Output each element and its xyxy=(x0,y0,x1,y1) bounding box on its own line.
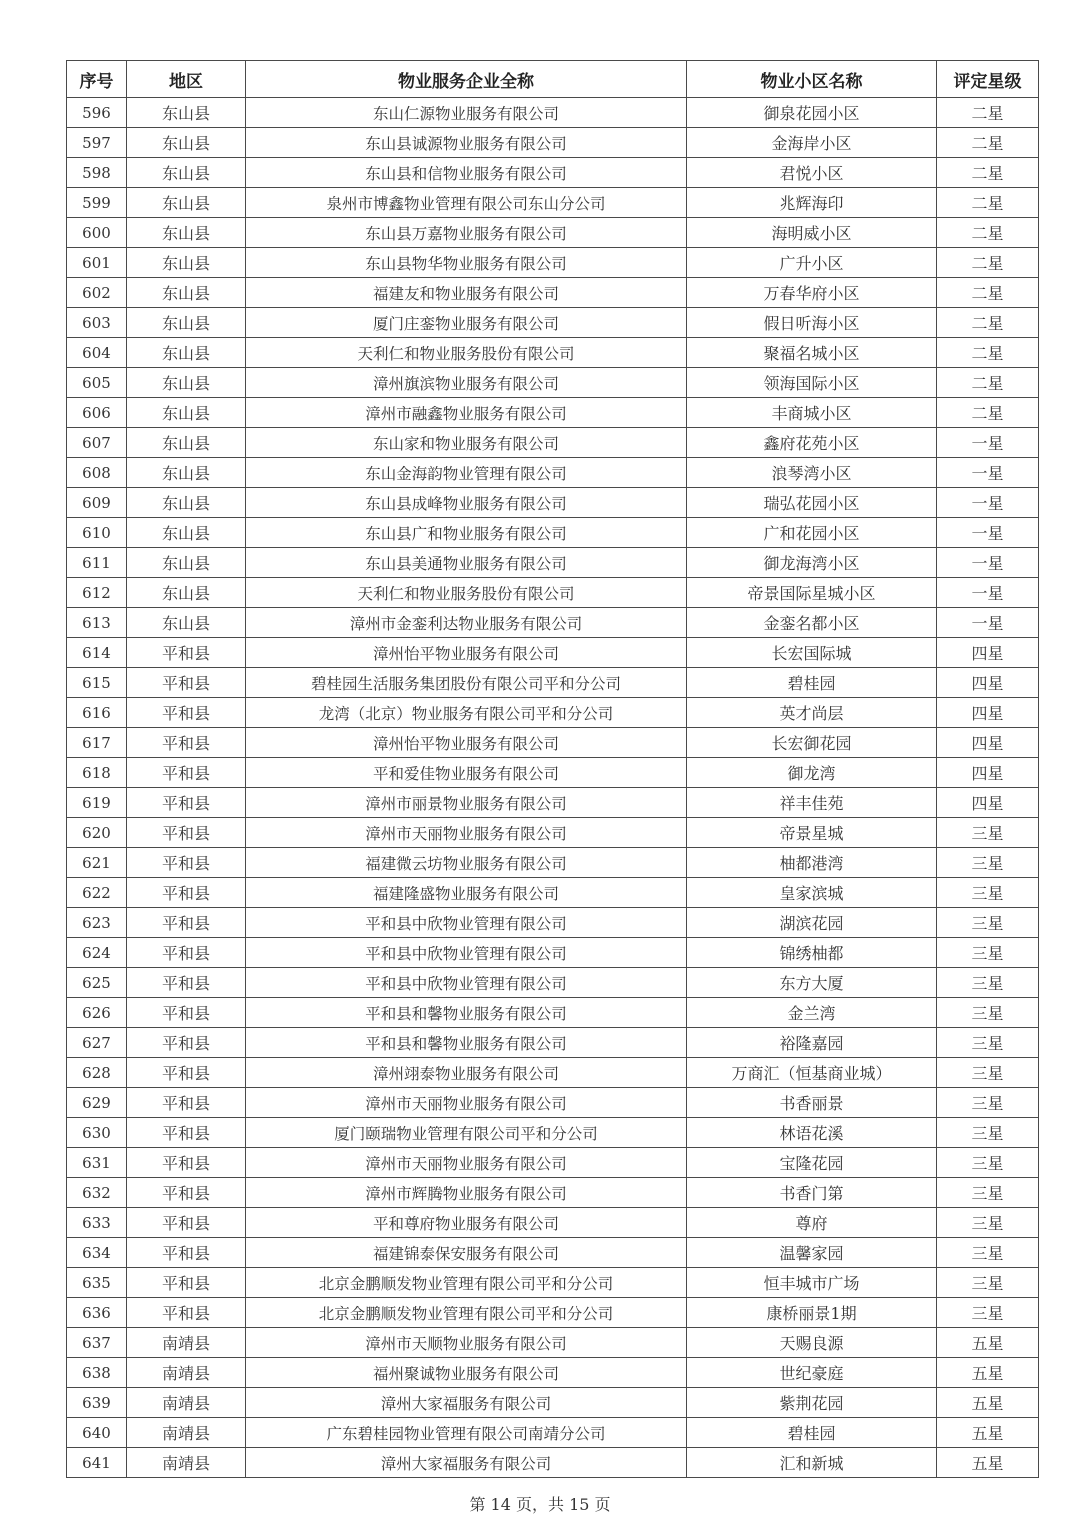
cell-company: 东山仁源物业服务有限公司 xyxy=(246,98,687,128)
cell-rating: 三星 xyxy=(937,1238,1039,1268)
table-row xyxy=(67,1388,1039,1418)
cell-region: 东山县 xyxy=(127,458,246,488)
cell-community: 柚都港湾 xyxy=(687,848,937,878)
cell-region: 平和县 xyxy=(127,1298,246,1328)
cell-community: 长宏国际城 xyxy=(687,638,937,668)
cell-company: 漳州怡平物业服务有限公司 xyxy=(246,638,687,668)
page-number-footer: 第 14 页，共 15 页 xyxy=(469,1495,611,1514)
cell-no: 630 xyxy=(67,1118,127,1148)
cell-community: 广升小区 xyxy=(687,248,937,278)
cell-company: 平和县和馨物业服务有限公司 xyxy=(246,1028,687,1058)
table-row xyxy=(67,248,1039,278)
cell-rating: 三星 xyxy=(937,848,1039,878)
cell-community: 御泉花园小区 xyxy=(687,98,937,128)
cell-no: 629 xyxy=(67,1088,127,1118)
cell-community: 兆辉海印 xyxy=(687,188,937,218)
cell-community: 御龙湾 xyxy=(687,758,937,788)
table-row xyxy=(67,1418,1039,1448)
cell-no: 625 xyxy=(67,968,127,998)
cell-region: 平和县 xyxy=(127,998,246,1028)
cell-no: 624 xyxy=(67,938,127,968)
cell-rating: 四星 xyxy=(937,668,1039,698)
cell-community: 锦绣柚都 xyxy=(687,938,937,968)
cell-rating: 三星 xyxy=(937,1058,1039,1088)
cell-region: 平和县 xyxy=(127,878,246,908)
cell-region: 平和县 xyxy=(127,1088,246,1118)
cell-region: 南靖县 xyxy=(127,1418,246,1448)
cell-no: 596 xyxy=(67,98,127,128)
table-row xyxy=(67,668,1039,698)
cell-rating: 二星 xyxy=(937,308,1039,338)
cell-community: 帝景星城 xyxy=(687,818,937,848)
table-row xyxy=(67,278,1039,308)
cell-no: 639 xyxy=(67,1388,127,1418)
cell-company: 福建锦泰保安服务有限公司 xyxy=(246,1238,687,1268)
cell-region: 东山县 xyxy=(127,368,246,398)
table-row xyxy=(67,428,1039,458)
cell-company: 东山家和物业服务有限公司 xyxy=(246,428,687,458)
cell-rating: 三星 xyxy=(937,968,1039,998)
cell-no: 636 xyxy=(67,1298,127,1328)
cell-community: 温馨家园 xyxy=(687,1238,937,1268)
cell-rating: 一星 xyxy=(937,518,1039,548)
cell-region: 平和县 xyxy=(127,698,246,728)
cell-community: 海明威小区 xyxy=(687,218,937,248)
table-row xyxy=(67,128,1039,158)
cell-community: 书香门第 xyxy=(687,1178,937,1208)
cell-region: 平和县 xyxy=(127,638,246,668)
cell-region: 南靖县 xyxy=(127,1388,246,1418)
cell-rating: 二星 xyxy=(937,398,1039,428)
cell-company: 北京金鹏顺发物业管理有限公司平和分公司 xyxy=(246,1298,687,1328)
cell-company: 东山县诚源物业服务有限公司 xyxy=(246,128,687,158)
cell-region: 东山县 xyxy=(127,308,246,338)
table-row xyxy=(67,458,1039,488)
cell-company: 漳州市天丽物业服务有限公司 xyxy=(246,1148,687,1178)
cell-no: 619 xyxy=(67,788,127,818)
cell-region: 东山县 xyxy=(127,518,246,548)
cell-rating: 二星 xyxy=(937,128,1039,158)
cell-rating: 四星 xyxy=(937,788,1039,818)
cell-company: 东山县物华物业服务有限公司 xyxy=(246,248,687,278)
cell-company: 福建隆盛物业服务有限公司 xyxy=(246,878,687,908)
table-row xyxy=(67,488,1039,518)
cell-region: 平和县 xyxy=(127,1178,246,1208)
cell-no: 608 xyxy=(67,458,127,488)
cell-company: 平和尊府物业服务有限公司 xyxy=(246,1208,687,1238)
cell-region: 东山县 xyxy=(127,398,246,428)
table-body xyxy=(67,98,1039,1478)
cell-region: 东山县 xyxy=(127,548,246,578)
cell-region: 东山县 xyxy=(127,428,246,458)
cell-no: 635 xyxy=(67,1268,127,1298)
cell-no: 638 xyxy=(67,1358,127,1388)
cell-community: 祥丰佳苑 xyxy=(687,788,937,818)
cell-company: 漳州市辉腾物业服务有限公司 xyxy=(246,1178,687,1208)
table-row xyxy=(67,1328,1039,1358)
cell-no: 634 xyxy=(67,1238,127,1268)
cell-community: 假日听海小区 xyxy=(687,308,937,338)
cell-no: 626 xyxy=(67,998,127,1028)
cell-company: 漳州市天丽物业服务有限公司 xyxy=(246,1088,687,1118)
cell-region: 平和县 xyxy=(127,728,246,758)
cell-company: 福建微云坊物业服务有限公司 xyxy=(246,848,687,878)
cell-community: 君悦小区 xyxy=(687,158,937,188)
cell-region: 平和县 xyxy=(127,1238,246,1268)
cell-community: 鑫府花苑小区 xyxy=(687,428,937,458)
cell-no: 616 xyxy=(67,698,127,728)
table-row xyxy=(67,998,1039,1028)
cell-company: 平和县中欣物业管理有限公司 xyxy=(246,968,687,998)
cell-rating: 四星 xyxy=(937,758,1039,788)
cell-company: 福州聚诚物业服务有限公司 xyxy=(246,1358,687,1388)
cell-region: 平和县 xyxy=(127,1208,246,1238)
cell-no: 598 xyxy=(67,158,127,188)
cell-community: 英才尚层 xyxy=(687,698,937,728)
cell-rating: 五星 xyxy=(937,1358,1039,1388)
cell-rating: 一星 xyxy=(937,548,1039,578)
cell-region: 东山县 xyxy=(127,158,246,188)
table-row xyxy=(67,578,1039,608)
cell-no: 618 xyxy=(67,758,127,788)
cell-company: 漳州市金銮利达物业服务有限公司 xyxy=(246,608,687,638)
cell-rating: 二星 xyxy=(937,278,1039,308)
cell-community: 金銮名都小区 xyxy=(687,608,937,638)
cell-rating: 三星 xyxy=(937,1088,1039,1118)
cell-community: 恒丰城市广场 xyxy=(687,1268,937,1298)
cell-no: 617 xyxy=(67,728,127,758)
cell-rating: 三星 xyxy=(937,1208,1039,1238)
cell-company: 北京金鹏顺发物业管理有限公司平和分公司 xyxy=(246,1268,687,1298)
cell-rating: 二星 xyxy=(937,98,1039,128)
cell-region: 平和县 xyxy=(127,1268,246,1298)
cell-no: 621 xyxy=(67,848,127,878)
cell-region: 东山县 xyxy=(127,608,246,638)
header-community: 物业小区名称 xyxy=(687,61,937,98)
cell-company: 碧桂园生活服务集团股份有限公司平和分公司 xyxy=(246,668,687,698)
cell-community: 宝隆花园 xyxy=(687,1148,937,1178)
cell-community: 皇家滨城 xyxy=(687,878,937,908)
cell-region: 平和县 xyxy=(127,1118,246,1148)
cell-region: 东山县 xyxy=(127,188,246,218)
cell-company: 漳州市天顺物业服务有限公司 xyxy=(246,1328,687,1358)
cell-rating: 三星 xyxy=(937,878,1039,908)
cell-no: 637 xyxy=(67,1328,127,1358)
cell-region: 平和县 xyxy=(127,668,246,698)
cell-rating: 三星 xyxy=(937,938,1039,968)
cell-community: 紫荆花园 xyxy=(687,1388,937,1418)
table-row xyxy=(67,1118,1039,1148)
cell-no: 628 xyxy=(67,1058,127,1088)
cell-no: 627 xyxy=(67,1028,127,1058)
cell-company: 福建友和物业服务有限公司 xyxy=(246,278,687,308)
cell-region: 平和县 xyxy=(127,1058,246,1088)
cell-rating: 五星 xyxy=(937,1418,1039,1448)
table-row xyxy=(67,518,1039,548)
cell-rating: 一星 xyxy=(937,458,1039,488)
cell-community: 汇和新城 xyxy=(687,1448,937,1478)
cell-community: 裕隆嘉园 xyxy=(687,1028,937,1058)
cell-company: 厦门颐瑞物业管理有限公司平和分公司 xyxy=(246,1118,687,1148)
table-row xyxy=(67,758,1039,788)
cell-region: 平和县 xyxy=(127,1148,246,1178)
cell-rating: 二星 xyxy=(937,218,1039,248)
table-row xyxy=(67,728,1039,758)
table-row xyxy=(67,188,1039,218)
cell-region: 东山县 xyxy=(127,128,246,158)
cell-rating: 一星 xyxy=(937,428,1039,458)
cell-company: 漳州旗滨物业服务有限公司 xyxy=(246,368,687,398)
cell-rating: 三星 xyxy=(937,818,1039,848)
table-row xyxy=(67,398,1039,428)
cell-rating: 三星 xyxy=(937,1028,1039,1058)
cell-company: 泉州市博鑫物业管理有限公司东山分公司 xyxy=(246,188,687,218)
cell-region: 南靖县 xyxy=(127,1328,246,1358)
table-row xyxy=(67,788,1039,818)
cell-no: 640 xyxy=(67,1418,127,1448)
table-row xyxy=(67,98,1039,128)
cell-rating: 三星 xyxy=(937,1118,1039,1148)
cell-community: 丰商城小区 xyxy=(687,398,937,428)
table-row xyxy=(67,1448,1039,1478)
cell-no: 605 xyxy=(67,368,127,398)
cell-rating: 五星 xyxy=(937,1328,1039,1358)
cell-no: 620 xyxy=(67,818,127,848)
cell-region: 东山县 xyxy=(127,488,246,518)
cell-region: 平和县 xyxy=(127,938,246,968)
cell-rating: 二星 xyxy=(937,158,1039,188)
cell-region: 平和县 xyxy=(127,758,246,788)
cell-region: 东山县 xyxy=(127,218,246,248)
cell-no: 641 xyxy=(67,1448,127,1478)
table-row xyxy=(67,608,1039,638)
cell-rating: 四星 xyxy=(937,638,1039,668)
table-row xyxy=(67,1148,1039,1178)
cell-no: 600 xyxy=(67,218,127,248)
cell-company: 东山县成峰物业服务有限公司 xyxy=(246,488,687,518)
cell-no: 607 xyxy=(67,428,127,458)
cell-rating: 三星 xyxy=(937,1178,1039,1208)
table-header-row xyxy=(67,61,1039,98)
cell-company: 龙湾（北京）物业服务有限公司平和分公司 xyxy=(246,698,687,728)
cell-rating: 一星 xyxy=(937,488,1039,518)
cell-rating: 四星 xyxy=(937,728,1039,758)
cell-no: 623 xyxy=(67,908,127,938)
table-row xyxy=(67,1358,1039,1388)
cell-rating: 二星 xyxy=(937,248,1039,278)
table-row xyxy=(67,308,1039,338)
cell-no: 611 xyxy=(67,548,127,578)
cell-community: 碧桂园 xyxy=(687,668,937,698)
cell-company: 天利仁和物业服务股份有限公司 xyxy=(246,578,687,608)
cell-community: 金兰湾 xyxy=(687,998,937,1028)
cell-region: 东山县 xyxy=(127,98,246,128)
table-row xyxy=(67,968,1039,998)
table-row xyxy=(67,548,1039,578)
cell-company: 漳州市融鑫物业服务有限公司 xyxy=(246,398,687,428)
cell-community: 广和花园小区 xyxy=(687,518,937,548)
cell-company: 东山县美通物业服务有限公司 xyxy=(246,548,687,578)
cell-rating: 三星 xyxy=(937,1148,1039,1178)
cell-region: 平和县 xyxy=(127,848,246,878)
cell-community: 御龙海湾小区 xyxy=(687,548,937,578)
cell-company: 漳州大家福服务有限公司 xyxy=(246,1448,687,1478)
cell-rating: 二星 xyxy=(937,188,1039,218)
cell-community: 领海国际小区 xyxy=(687,368,937,398)
cell-community: 金海岸小区 xyxy=(687,128,937,158)
cell-community: 万商汇（恒基商业城） xyxy=(687,1058,937,1088)
cell-company: 平和县中欣物业管理有限公司 xyxy=(246,938,687,968)
header-company: 物业服务企业全称 xyxy=(246,61,687,98)
cell-no: 632 xyxy=(67,1178,127,1208)
table-row xyxy=(67,878,1039,908)
cell-region: 南靖县 xyxy=(127,1448,246,1478)
cell-no: 610 xyxy=(67,518,127,548)
cell-no: 613 xyxy=(67,608,127,638)
cell-company: 东山金海韵物业管理有限公司 xyxy=(246,458,687,488)
property-rating-table xyxy=(66,60,1039,1478)
cell-region: 平和县 xyxy=(127,818,246,848)
cell-no: 612 xyxy=(67,578,127,608)
cell-no: 606 xyxy=(67,398,127,428)
cell-company: 厦门庄銮物业服务有限公司 xyxy=(246,308,687,338)
table-row xyxy=(67,338,1039,368)
table-row xyxy=(67,1178,1039,1208)
cell-no: 614 xyxy=(67,638,127,668)
table-row xyxy=(67,1058,1039,1088)
cell-community: 林语花溪 xyxy=(687,1118,937,1148)
cell-company: 广东碧桂园物业管理有限公司南靖分公司 xyxy=(246,1418,687,1448)
cell-community: 书香丽景 xyxy=(687,1088,937,1118)
cell-community: 尊府 xyxy=(687,1208,937,1238)
cell-community: 聚福名城小区 xyxy=(687,338,937,368)
cell-community: 浪琴湾小区 xyxy=(687,458,937,488)
cell-region: 平和县 xyxy=(127,788,246,818)
cell-company: 漳州市天丽物业服务有限公司 xyxy=(246,818,687,848)
table-row xyxy=(67,1088,1039,1118)
header-rating: 评定星级 xyxy=(937,61,1039,98)
table-row xyxy=(67,698,1039,728)
table-row xyxy=(67,1268,1039,1298)
cell-rating: 二星 xyxy=(937,338,1039,368)
cell-region: 东山县 xyxy=(127,248,246,278)
cell-company: 东山县和信物业服务有限公司 xyxy=(246,158,687,188)
cell-region: 平和县 xyxy=(127,1028,246,1058)
table-row xyxy=(67,638,1039,668)
table-row xyxy=(67,1208,1039,1238)
cell-no: 599 xyxy=(67,188,127,218)
cell-no: 604 xyxy=(67,338,127,368)
cell-community: 世纪豪庭 xyxy=(687,1358,937,1388)
cell-rating: 三星 xyxy=(937,1298,1039,1328)
cell-region: 南靖县 xyxy=(127,1358,246,1388)
cell-no: 615 xyxy=(67,668,127,698)
cell-rating: 一星 xyxy=(937,608,1039,638)
cell-rating: 一星 xyxy=(937,578,1039,608)
cell-community: 天赐良源 xyxy=(687,1328,937,1358)
cell-rating: 三星 xyxy=(937,998,1039,1028)
cell-rating: 五星 xyxy=(937,1388,1039,1418)
cell-region: 平和县 xyxy=(127,908,246,938)
table-row xyxy=(67,158,1039,188)
cell-company: 平和县和馨物业服务有限公司 xyxy=(246,998,687,1028)
cell-rating: 三星 xyxy=(937,1268,1039,1298)
cell-rating: 三星 xyxy=(937,908,1039,938)
cell-region: 平和县 xyxy=(127,968,246,998)
table-row xyxy=(67,1028,1039,1058)
cell-company: 漳州大家福服务有限公司 xyxy=(246,1388,687,1418)
table-row xyxy=(67,218,1039,248)
cell-community: 瑞弘花园小区 xyxy=(687,488,937,518)
cell-company: 漳州翊泰物业服务有限公司 xyxy=(246,1058,687,1088)
cell-region: 东山县 xyxy=(127,278,246,308)
cell-no: 597 xyxy=(67,128,127,158)
cell-rating: 五星 xyxy=(937,1448,1039,1478)
cell-company: 天利仁和物业服务股份有限公司 xyxy=(246,338,687,368)
cell-company: 漳州市丽景物业服务有限公司 xyxy=(246,788,687,818)
cell-community: 帝景国际星城小区 xyxy=(687,578,937,608)
cell-rating: 二星 xyxy=(937,368,1039,398)
header-no: 序号 xyxy=(67,61,127,98)
header-region: 地区 xyxy=(127,61,246,98)
cell-company: 东山县广和物业服务有限公司 xyxy=(246,518,687,548)
cell-company: 漳州怡平物业服务有限公司 xyxy=(246,728,687,758)
cell-no: 633 xyxy=(67,1208,127,1238)
table-row xyxy=(67,908,1039,938)
cell-rating: 四星 xyxy=(937,698,1039,728)
cell-region: 东山县 xyxy=(127,338,246,368)
cell-company: 东山县万嘉物业服务有限公司 xyxy=(246,218,687,248)
cell-no: 603 xyxy=(67,308,127,338)
table-row xyxy=(67,938,1039,968)
cell-region: 东山县 xyxy=(127,578,246,608)
table-row xyxy=(67,818,1039,848)
cell-community: 碧桂园 xyxy=(687,1418,937,1448)
table-row xyxy=(67,368,1039,398)
table-row xyxy=(67,1238,1039,1268)
cell-no: 622 xyxy=(67,878,127,908)
cell-community: 万春华府小区 xyxy=(687,278,937,308)
table-row xyxy=(67,1298,1039,1328)
cell-no: 602 xyxy=(67,278,127,308)
cell-community: 湖滨花园 xyxy=(687,908,937,938)
cell-no: 601 xyxy=(67,248,127,278)
cell-company: 平和县中欣物业管理有限公司 xyxy=(246,908,687,938)
cell-community: 长宏御花园 xyxy=(687,728,937,758)
cell-no: 609 xyxy=(67,488,127,518)
cell-no: 631 xyxy=(67,1148,127,1178)
table-row xyxy=(67,848,1039,878)
cell-community: 康桥丽景1期 xyxy=(687,1298,937,1328)
cell-company: 平和爱佳物业服务有限公司 xyxy=(246,758,687,788)
cell-community: 东方大厦 xyxy=(687,968,937,998)
